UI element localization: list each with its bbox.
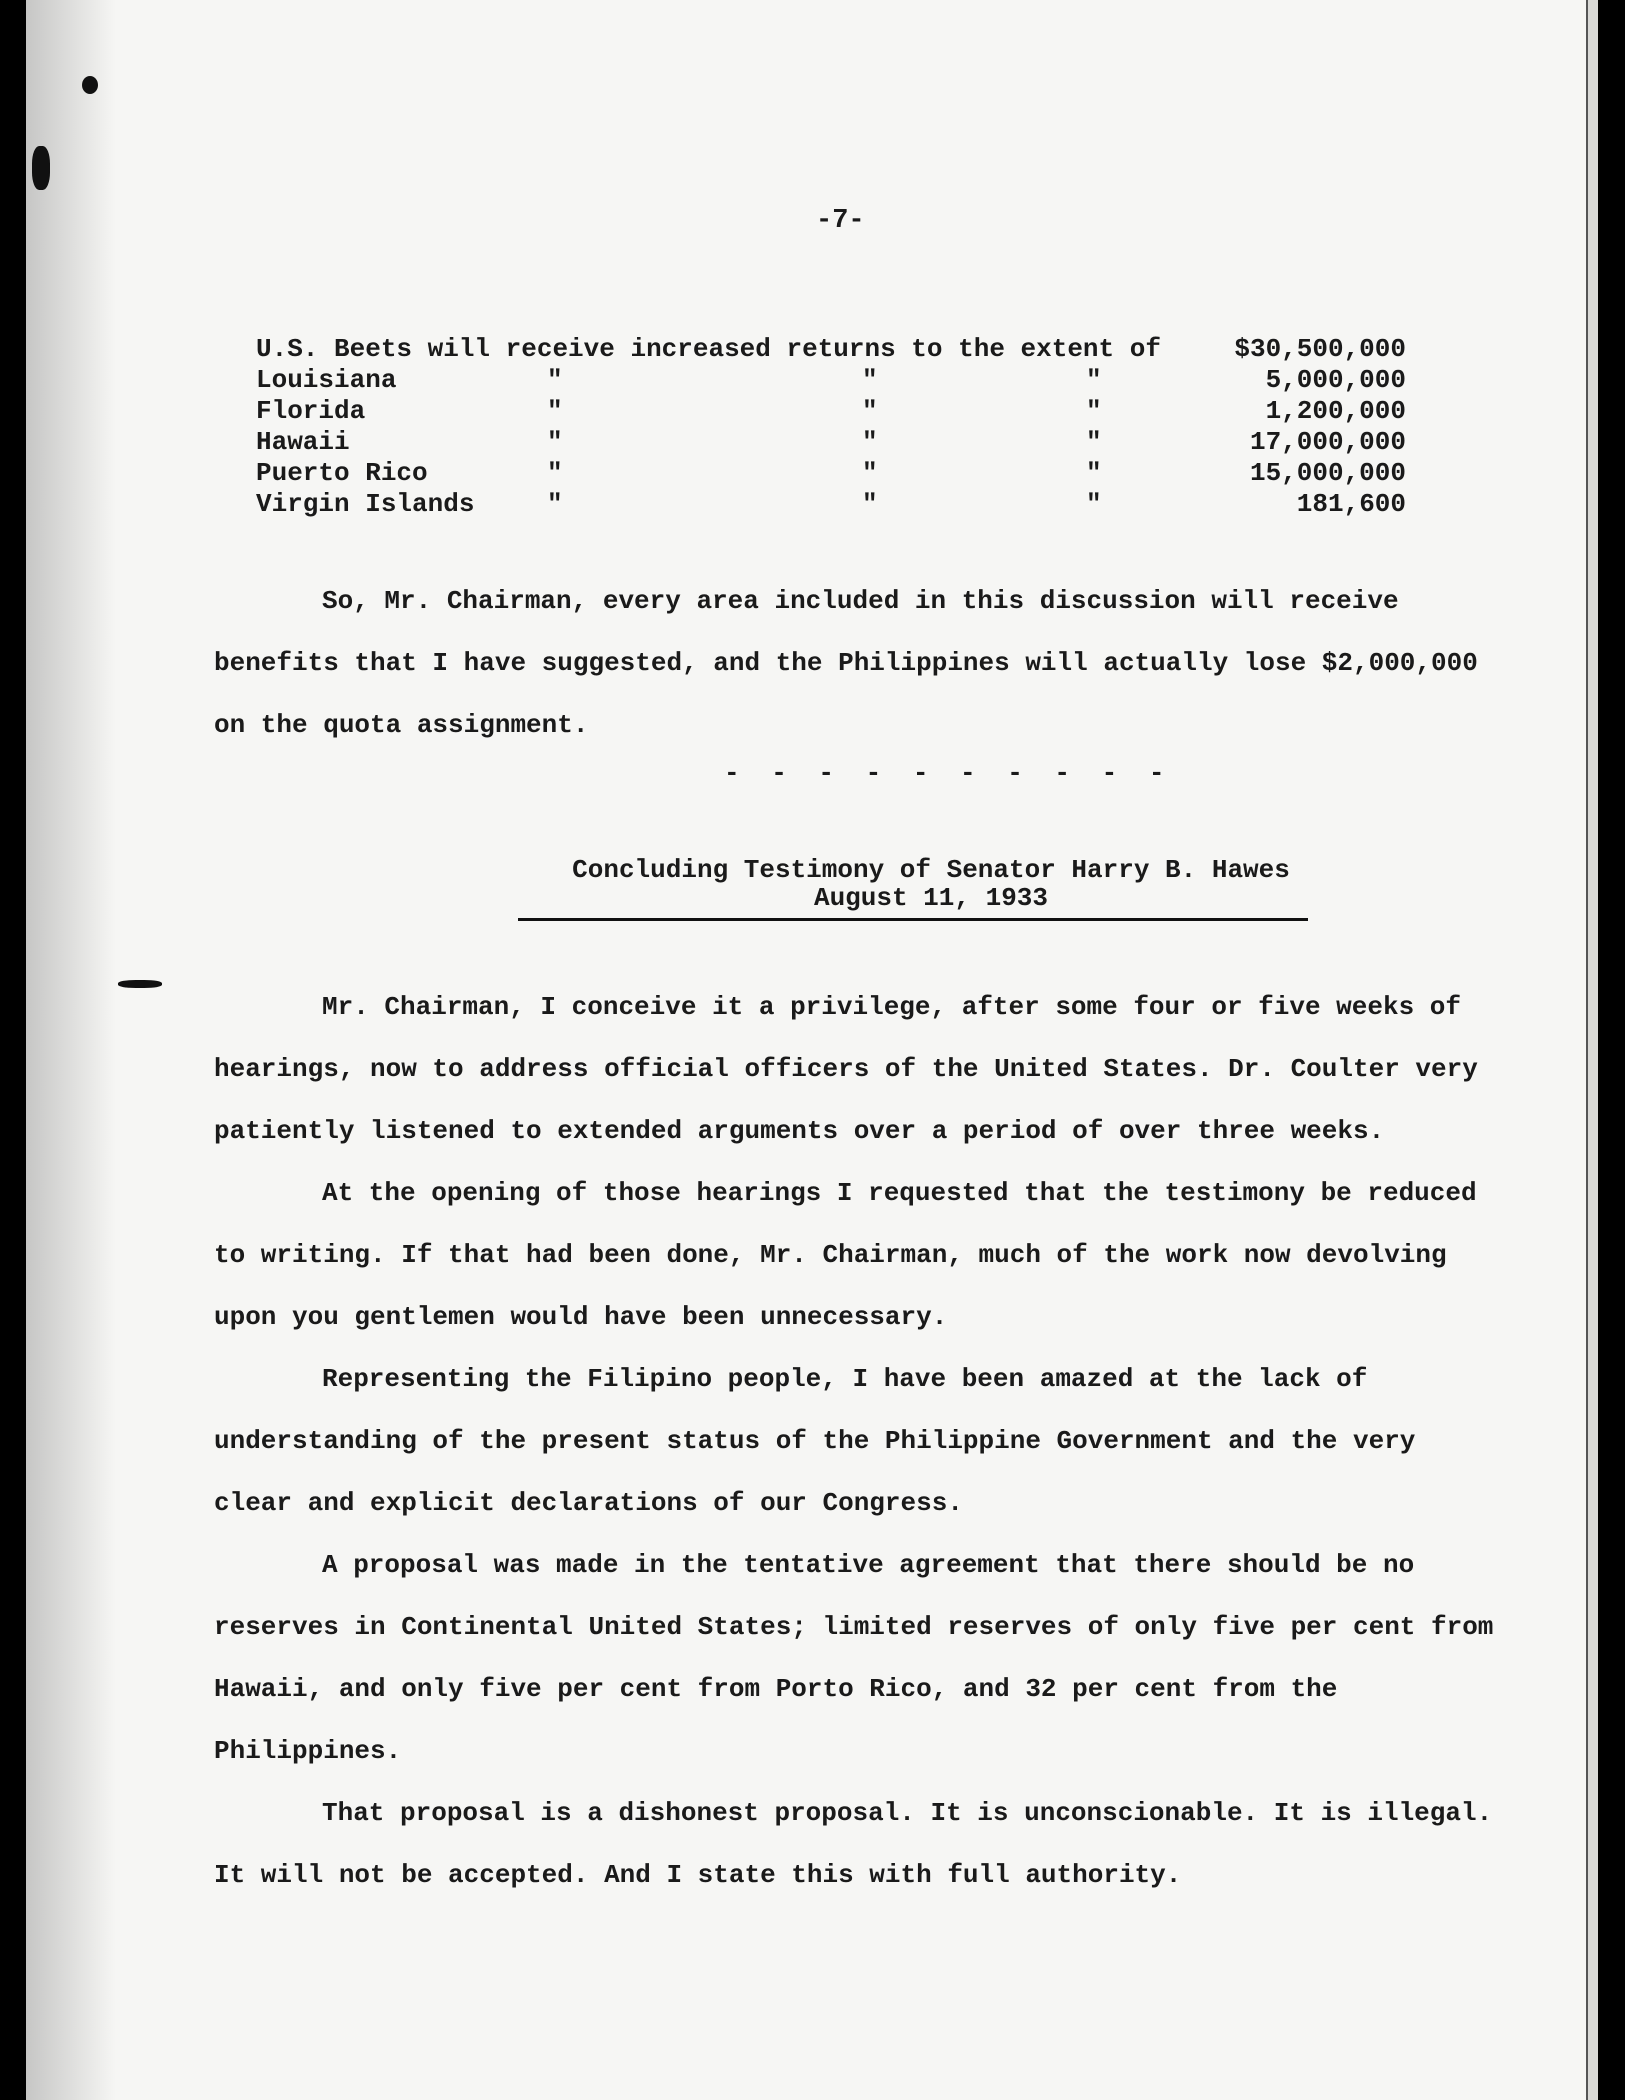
section-separator: - - - - - - - - - - xyxy=(724,758,1173,788)
ditto-mark: " xyxy=(547,458,563,488)
ditto-mark: " xyxy=(1086,489,1102,519)
ditto-mark: " xyxy=(862,458,878,488)
ditto-mark: " xyxy=(547,489,563,519)
summary-paragraph xyxy=(214,570,1504,756)
area-label: Florida xyxy=(256,396,366,426)
amount-value: 15,000,000 xyxy=(1249,458,1406,488)
area-label: Louisiana xyxy=(256,365,397,395)
ditto-mark: " xyxy=(862,489,878,519)
table-row xyxy=(256,458,1406,489)
hole-punch-mark xyxy=(82,76,98,94)
ditto-mark: " xyxy=(547,396,563,426)
body-paragraph: At the opening of those hearings I requested that the testimony be reduced to writing. If that had been done, Mr. Chairman, much of the work now devolving upon you gentlemen would have been unnecessary. xyxy=(214,1178,1477,1332)
ditto-mark: " xyxy=(1086,427,1102,457)
body-paragraph: Representing the Filipino people, I have been amazed at the lack of understanding of the present status of the Philippine Government and the very clear and explicit declarations of our Congress. xyxy=(214,1364,1416,1518)
table-row xyxy=(256,365,1406,396)
area-label: Virgin Islands xyxy=(256,489,475,519)
table-row xyxy=(256,396,1406,427)
summary-text: So, Mr. Chairman, every area included in this discussion will receive benefits that I have suggested, and the Philippines will actually lose $2,000,000 on the quota assignment. xyxy=(214,586,1478,740)
amount-value: $30,500,000 xyxy=(1234,334,1406,364)
section-heading xyxy=(516,856,1346,912)
ditto-mark: " xyxy=(862,396,878,426)
ditto-mark: " xyxy=(1086,458,1102,488)
area-label: Hawaii xyxy=(256,427,350,457)
ditto-mark: " xyxy=(1086,396,1102,426)
heading-title: Concluding Testimony of Senator Harry B. Hawes xyxy=(572,855,1290,885)
area-label: Puerto Rico xyxy=(256,458,428,488)
body-paragraph: That proposal is a dishonest proposal. It is unconscionable. It is illegal. It will not be accepted. And I state this with full authority. xyxy=(214,1798,1493,1890)
page-number: -7- xyxy=(816,206,865,236)
body-paragraph: Mr. Chairman, I conceive it a privilege, after some four or five weeks of hearings, now to address official officers of the United States. Dr. Coulter very patiently listened to extended arguments over a period of over three weeks. xyxy=(214,992,1478,1146)
ditto-mark: " xyxy=(547,365,563,395)
amount-value: 5,000,000 xyxy=(1265,365,1406,395)
heading-date: August 11, 1933 xyxy=(813,883,1049,913)
hole-punch-mark xyxy=(32,146,50,190)
body-paragraph: A proposal was made in the tentative agreement that there should be no reserves in Continental United States; limited reserves of only five per cent from Hawaii, and only five per cent from Porto Rico, and 32 per cent from the Philippines. xyxy=(214,1550,1494,1766)
testimony-body xyxy=(214,976,1504,1906)
scan-edge-shadow xyxy=(26,0,116,2100)
document-page xyxy=(26,0,1598,2100)
ditto-mark: " xyxy=(547,427,563,457)
quota-table xyxy=(256,334,1406,520)
amount-value: 1,200,000 xyxy=(1265,396,1406,426)
area-label: U.S. Beets will receive increased returns to the extent of xyxy=(256,334,1161,364)
table-row xyxy=(256,489,1406,520)
ink-blot-mark xyxy=(118,980,162,988)
ditto-mark: " xyxy=(862,427,878,457)
table-row xyxy=(256,427,1406,458)
table-row xyxy=(256,334,1406,365)
page-edge-fold xyxy=(1586,0,1598,2100)
heading-underline xyxy=(518,918,1308,921)
ditto-mark: " xyxy=(862,365,878,395)
amount-value: 17,000,000 xyxy=(1249,427,1406,457)
amount-value: 181,600 xyxy=(1296,489,1406,519)
ditto-mark: " xyxy=(1086,365,1102,395)
